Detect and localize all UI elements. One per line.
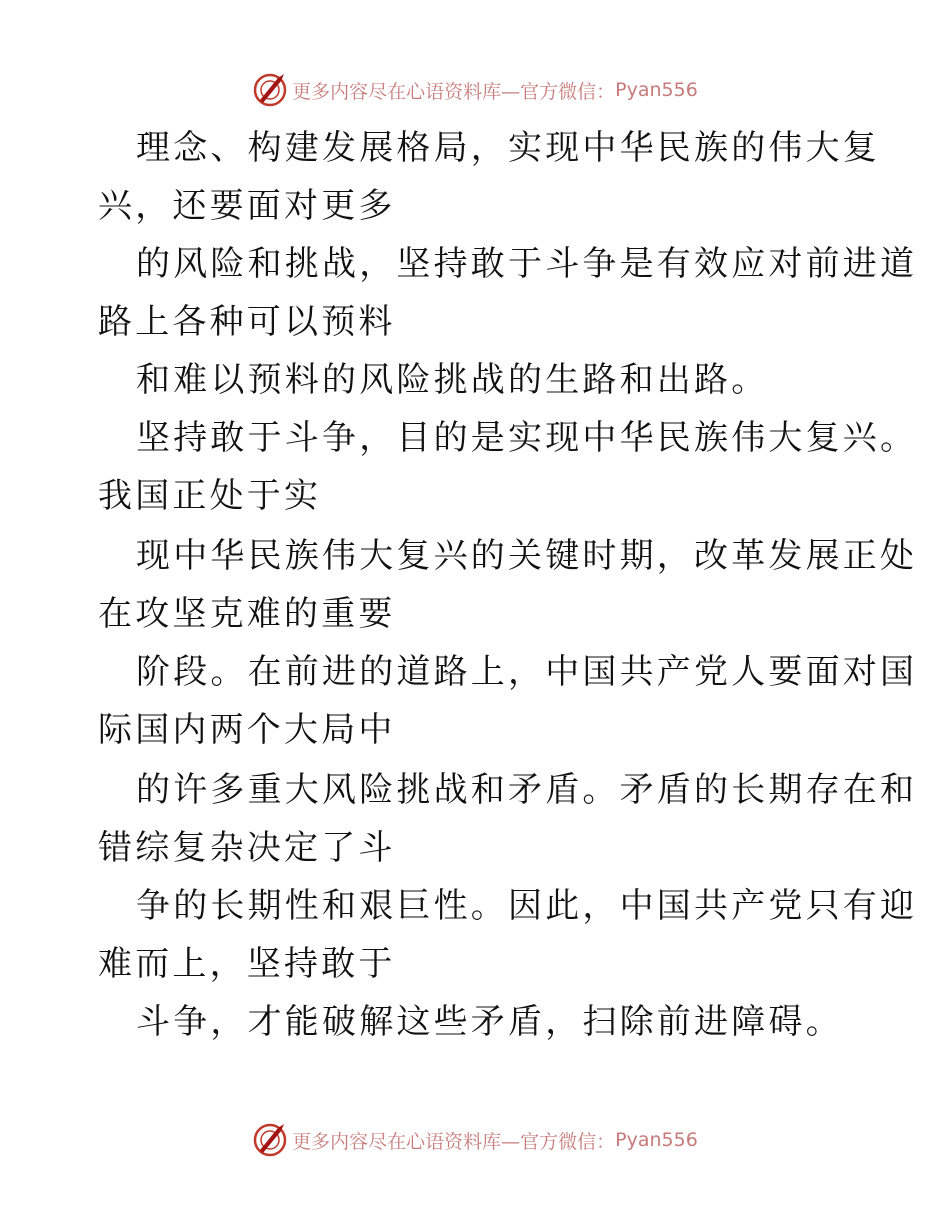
text-line: 斗争，才能破解这些矛盾，扫除前进障碍。 (136, 1002, 843, 1042)
text-line: 争的长期性和艰巨性。因此，中国共产党只有迎 (136, 886, 918, 926)
header-banner (0, 68, 950, 112)
text-line: 错综复杂决定了斗 (98, 828, 396, 868)
quill-seal-icon (252, 1122, 288, 1158)
text-line: 路上各种可以预料 (98, 302, 396, 342)
text-line: 的风险和挑战，坚持敢于斗争是有效应对前进道 (136, 244, 918, 284)
quill-seal-icon (252, 72, 288, 108)
header-banner-text: 更多内容尽在心语资料库—官方微信： (292, 80, 616, 103)
text-line: 的许多重大风险挑战和矛盾。矛盾的长期存在和 (136, 770, 918, 810)
text-line: 难而上，坚持敢于 (98, 944, 396, 984)
footer-banner (0, 1118, 950, 1162)
text-line: 坚持敢于斗争，目的是实现中华民族伟大复兴。 (136, 418, 918, 458)
text-line: 理念、构建发展格局，实现中华民族的伟大复 (136, 128, 880, 168)
text-line: 在攻坚克难的重要 (98, 594, 396, 634)
text-line: 阶段。在前进的道路上，中国共产党人要面对国 (136, 652, 918, 692)
footer-banner-id: Pyan556 (615, 1129, 698, 1151)
text-line: 和难以预料的风险挑战的生路和出路。 (136, 360, 769, 400)
text-line: 际国内两个大局中 (98, 710, 396, 750)
text-line: 我国正处于实 (98, 476, 322, 516)
footer-banner-text: 更多内容尽在心语资料库—官方微信： (292, 1130, 616, 1153)
text-line: 现中华民族伟大复兴的关键时期，改革发展正处 (136, 536, 918, 576)
text-line: 兴，还要面对更多 (98, 186, 396, 226)
header-banner-id: Pyan556 (615, 79, 698, 101)
